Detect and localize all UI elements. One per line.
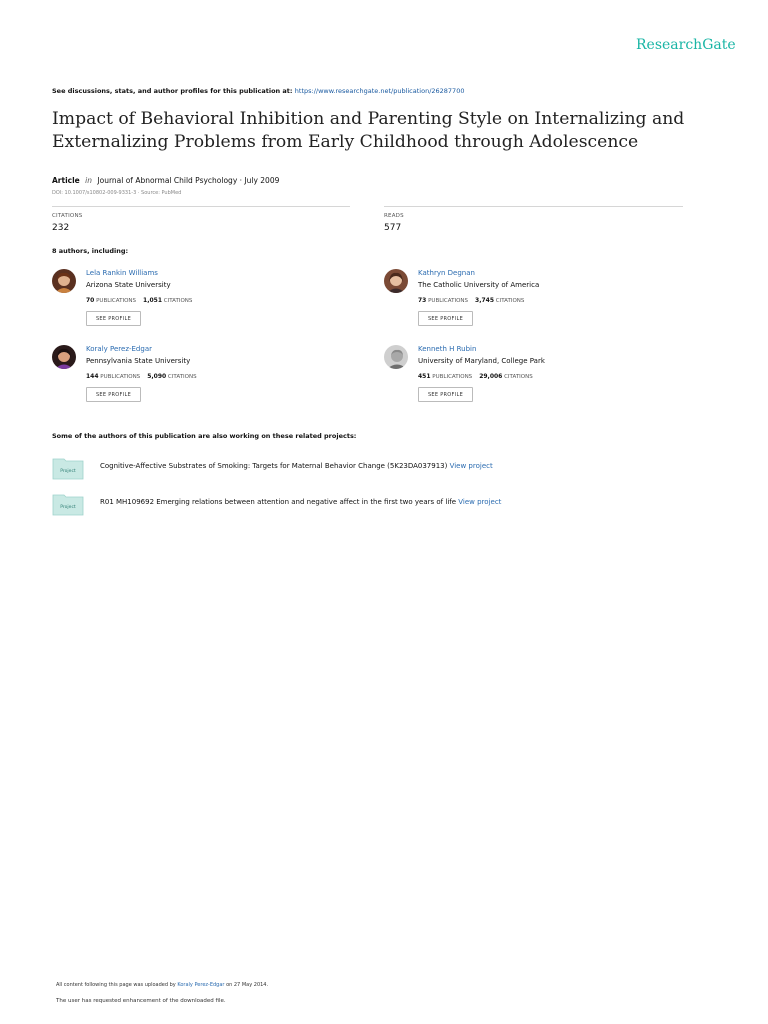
publications-label: PUBLICATIONS — [432, 374, 473, 380]
project-item — [52, 492, 612, 516]
project-description: Cognitive-Affective Substrates of Smoking: Targets for Maternal Behavior Change (5K23DA037913) — [100, 462, 448, 470]
avatar[interactable] — [384, 269, 408, 293]
project-icon-label: Project — [60, 469, 76, 474]
view-project-link[interactable]: View project — [449, 462, 493, 470]
see-profile-button[interactable]: SEE PROFILE — [418, 387, 473, 402]
researchgate-logo[interactable]: ResearchGate — [636, 37, 736, 53]
publications-label: PUBLICATIONS — [96, 298, 137, 304]
author-card — [384, 345, 684, 415]
author-stats — [418, 373, 533, 380]
avatar[interactable] — [52, 269, 76, 293]
author-institution: The Catholic University of America — [418, 281, 540, 289]
journal-name: Journal of Abnormal Child Psychology · July 2009 — [97, 176, 280, 185]
citations-value: 232 — [52, 223, 70, 233]
citations-count: 3,745 — [475, 297, 494, 304]
see-discussions-text: See discussions, stats, and author profiles for this publication at: — [52, 87, 293, 95]
author-card — [52, 345, 352, 415]
project-item — [52, 456, 612, 480]
upload-note — [56, 982, 268, 988]
author-stats — [418, 297, 524, 304]
see-profile-button[interactable]: SEE PROFILE — [86, 311, 141, 326]
publications-count: 73 — [418, 297, 427, 304]
article-kind: Article — [52, 176, 80, 185]
uploader-link[interactable]: Koraly Perez-Edgar — [177, 982, 225, 988]
citations-label: CITATIONS — [495, 298, 525, 304]
citations-label: CITATIONS — [52, 213, 83, 219]
upload-suffix: on 27 May 2014. — [226, 982, 269, 988]
publication-url-link[interactable]: https://www.researchgate.net/publication/26287700 — [294, 87, 465, 95]
author-stats — [86, 373, 197, 380]
project-description: R01 MH109692 Emerging relations between attention and negative affect in the first two years of life — [100, 498, 457, 506]
enhancement-note: The user has requested enhancement of the downloaded file. — [56, 998, 226, 1004]
author-name[interactable]: Kathryn Degnan — [418, 269, 475, 277]
see-discussions-line — [52, 87, 464, 95]
author-name[interactable]: Kenneth H Rubin — [418, 345, 477, 353]
publications-count: 70 — [86, 297, 95, 304]
citations-label: CITATIONS — [167, 374, 197, 380]
author-name[interactable]: Lela Rankin Williams — [86, 269, 158, 277]
author-stats — [86, 297, 192, 304]
view-project-link[interactable]: View project — [458, 498, 502, 506]
see-profile-button[interactable]: SEE PROFILE — [418, 311, 473, 326]
reads-value: 577 — [384, 223, 402, 233]
author-name[interactable]: Koraly Perez-Edgar — [86, 345, 152, 353]
publication-title: Impact of Behavioral Inhibition and Parenting Style on Internalizing and Externalizing Problems from Early Childhood through Adolescence — [52, 109, 685, 152]
project-title — [100, 462, 493, 470]
folder-icon — [52, 492, 84, 516]
divider-reads — [384, 206, 683, 207]
folder-icon — [52, 456, 84, 480]
doi-line: DOI: 10.1007/s10802-009-9331-3 · Source: PubMed — [52, 190, 182, 196]
citations-label: CITATIONS — [163, 298, 193, 304]
article-meta — [52, 176, 279, 185]
author-institution: University of Maryland, College Park — [418, 357, 545, 365]
avatar[interactable] — [384, 345, 408, 369]
author-institution: Arizona State University — [86, 281, 171, 289]
authors-heading: 8 authors, including: — [52, 247, 129, 255]
reads-label: READS — [384, 213, 404, 219]
citations-count: 5,090 — [147, 373, 167, 380]
citations-count: 1,051 — [143, 297, 162, 304]
divider-citations — [52, 206, 350, 207]
author-card — [384, 269, 684, 339]
project-title — [100, 498, 501, 506]
citations-label: CITATIONS — [504, 374, 533, 380]
project-icon-label: Project — [60, 505, 76, 510]
publications-count: 451 — [418, 373, 431, 380]
publications-count: 144 — [86, 373, 99, 380]
author-institution: Pennsylvania State University — [86, 357, 191, 365]
avatar[interactable] — [52, 345, 76, 369]
see-profile-button[interactable]: SEE PROFILE — [86, 387, 141, 402]
publications-label: PUBLICATIONS — [100, 374, 141, 380]
related-projects-heading: Some of the authors of this publication are also working on these related projects: — [52, 432, 357, 440]
article-in: in — [85, 176, 92, 185]
author-card — [52, 269, 352, 339]
upload-prefix: All content following this page was uploaded by — [56, 982, 176, 988]
publications-label: PUBLICATIONS — [428, 298, 469, 304]
citations-count: 29,006 — [479, 373, 503, 380]
